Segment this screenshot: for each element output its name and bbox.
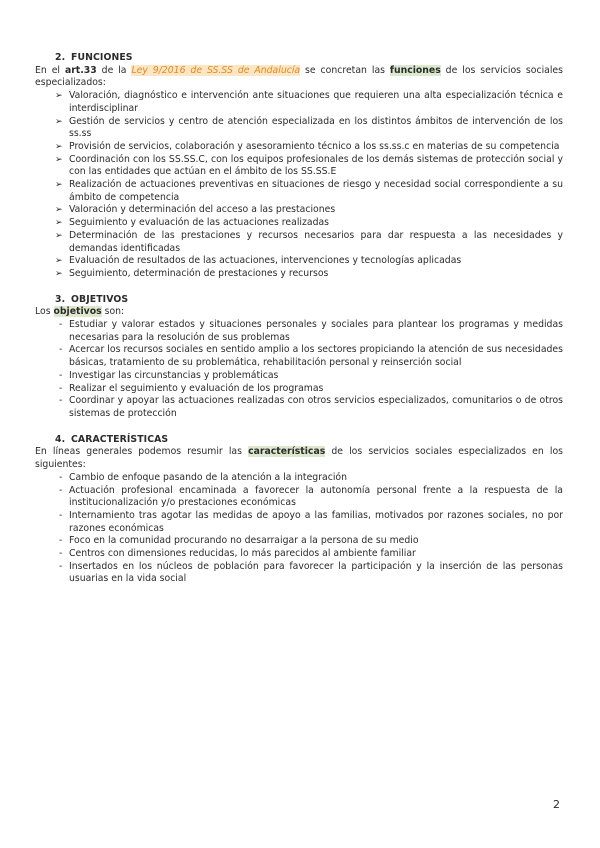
document-page bbox=[35, 52, 563, 599]
dash-bullet: - bbox=[59, 560, 63, 572]
dash-bullet: - bbox=[59, 471, 63, 483]
list-item bbox=[35, 395, 563, 420]
objetivos-intro bbox=[35, 306, 563, 319]
intro-text: se concretan las bbox=[300, 64, 390, 76]
list-item bbox=[35, 217, 563, 230]
list-item-text: Valoración, diagnóstico e intervención ante situaciones que requieren una alta especialización técnica e interdisciplinar bbox=[69, 90, 563, 114]
list-item-text: Centros con dimensiones reducidas, lo más parecidos al ambiente familiar bbox=[69, 548, 416, 560]
arrow-bullet-icon: ➢ bbox=[55, 154, 63, 165]
keyword-highlight-funciones: funciones bbox=[389, 64, 441, 76]
arrow-bullet-icon: ➢ bbox=[55, 230, 63, 241]
funciones-intro bbox=[35, 65, 563, 90]
list-item-text: Seguimiento y evaluación de las actuaciones realizadas bbox=[69, 217, 330, 229]
list-item-text: Estudiar y valorar estados y situaciones personales y sociales para plantear los programas y medidas necesarias para la resolución de sus problemas bbox=[69, 319, 563, 343]
dash-bullet: - bbox=[59, 535, 63, 547]
arrow-bullet-icon: ➢ bbox=[55, 116, 63, 127]
heading-title: FUNCIONES bbox=[71, 52, 133, 63]
list-item bbox=[35, 141, 563, 154]
keyword-highlight-caracteristicas: características bbox=[248, 446, 326, 458]
list-item-text: Investigar las circunstancias y problemáticas bbox=[69, 369, 279, 381]
intro-text: de los servicios sociales especializados: bbox=[35, 64, 563, 89]
heading-objetivos bbox=[55, 294, 563, 307]
list-item-text: Coordinar y apoyar las actuaciones realizadas con otros servicios especializados, comunitarios o de otros sistemas de protección bbox=[69, 395, 563, 419]
dash-bullet: - bbox=[59, 548, 63, 560]
heading-number: 2. bbox=[55, 52, 66, 63]
heading-number: 4. bbox=[55, 433, 66, 445]
list-item bbox=[35, 485, 563, 510]
arrow-bullet-icon: ➢ bbox=[55, 205, 63, 216]
objetivos-list bbox=[35, 319, 563, 421]
intro-text: En líneas generales podemos resumir las bbox=[35, 446, 249, 458]
list-item-text: Coordinación con los SS.SS.C, con los equipos profesionales de los demás sistemas de protección social y con las entidades que actúan en el ámbito de los SS.SS.E bbox=[69, 153, 563, 178]
list-item-text: Determinación de las prestaciones y recursos necesarios para dar respuesta a las necesidades y demandas identificadas bbox=[69, 229, 563, 254]
list-item bbox=[35, 344, 563, 369]
list-item-text: Realización de actuaciones preventivas en situaciones de riesgo y necesidad social correspondiente a su ámbito de competencia bbox=[69, 179, 563, 203]
intro-text: de la bbox=[96, 64, 132, 76]
arrow-bullet-icon: ➢ bbox=[55, 268, 63, 279]
dash-bullet: - bbox=[59, 395, 63, 407]
list-item-text: Foco en la comunidad procurando no desarraigar a la persona de su medio bbox=[69, 535, 419, 547]
section-caracteristicas bbox=[35, 434, 563, 586]
list-item bbox=[35, 319, 563, 344]
heading-title: OBJETIVOS bbox=[71, 293, 129, 305]
dash-bullet: - bbox=[59, 319, 63, 331]
list-item-text: Seguimiento, determinación de prestaciones y recursos bbox=[69, 267, 329, 279]
list-item-text: Cambio de enfoque pasando de la atención a la integración bbox=[69, 471, 347, 483]
list-item bbox=[35, 548, 563, 561]
list-item-text: Actuación profesional encaminada a favorecer la autonomía personal frente a la respuesta de la institucionalización y/o prestaciones económicas bbox=[69, 484, 563, 509]
list-item bbox=[35, 268, 563, 281]
list-item bbox=[35, 116, 563, 141]
keyword-highlight-objetivos: objetivos bbox=[53, 306, 102, 318]
heading-title: CARACTERÍSTICAS bbox=[71, 433, 169, 445]
list-item-text: Insertados en los núcleos de población para favorecer la participación y la inserción de las personas usuarias en la vida social bbox=[69, 560, 563, 585]
section-funciones bbox=[35, 52, 563, 281]
list-item bbox=[35, 472, 563, 485]
dash-bullet: - bbox=[59, 484, 63, 496]
list-item bbox=[35, 179, 563, 204]
arrow-bullet-icon: ➢ bbox=[55, 141, 63, 152]
list-item bbox=[35, 255, 563, 268]
page-number: 2 bbox=[553, 798, 560, 811]
arrow-bullet-icon: ➢ bbox=[55, 256, 63, 267]
dash-bullet: - bbox=[59, 509, 63, 521]
section-objetivos bbox=[35, 294, 563, 421]
heading-caracteristicas bbox=[55, 434, 563, 447]
list-item bbox=[35, 510, 563, 535]
intro-text: Los bbox=[35, 306, 54, 318]
heading-number: 3. bbox=[55, 293, 66, 305]
list-item-text: Realizar el seguimiento y evaluación de los programas bbox=[69, 382, 324, 394]
intro-text: son: bbox=[101, 306, 125, 318]
intro-text: En el bbox=[35, 64, 65, 76]
law-reference-highlight: Ley 9/2016 de SS.SS de Andalucía bbox=[131, 64, 301, 76]
list-item bbox=[35, 370, 563, 383]
arrow-bullet-icon: ➢ bbox=[55, 91, 63, 102]
list-item-text: Valoración y determinación del acceso a las prestaciones bbox=[69, 204, 336, 216]
list-item bbox=[35, 90, 563, 115]
list-item bbox=[35, 535, 563, 548]
dash-bullet: - bbox=[59, 382, 63, 394]
dash-bullet: - bbox=[59, 344, 63, 356]
article-ref: art.33 bbox=[64, 64, 97, 76]
list-item-text: Acercar los recursos sociales en sentido amplio a los sectores propiciando la atención de sus necesidades básicas, tratamiento de su problemática, rehabilitación personal y reinserción social bbox=[69, 344, 563, 369]
list-item bbox=[35, 230, 563, 255]
arrow-bullet-icon: ➢ bbox=[55, 218, 63, 229]
intro-text: de los servicios sociales especializados en los siguientes: bbox=[35, 446, 563, 471]
heading-funciones bbox=[55, 52, 563, 65]
dash-bullet: - bbox=[59, 369, 63, 381]
list-item bbox=[35, 204, 563, 217]
list-item bbox=[35, 154, 563, 179]
arrow-bullet-icon: ➢ bbox=[55, 180, 63, 191]
caracteristicas-intro bbox=[35, 446, 563, 471]
list-item bbox=[35, 561, 563, 586]
list-item-text: Provisión de servicios, colaboración y asesoramiento técnico a los ss.ss.c en materias de su competencia bbox=[69, 140, 560, 152]
list-item-text: Evaluación de resultados de las actuaciones, intervenciones y tecnologías aplicadas bbox=[69, 255, 462, 267]
funciones-list bbox=[35, 90, 563, 281]
list-item-text: Gestión de servicios y centro de atención especializada en los distintos ámbitos de intervención de los ss.ss bbox=[69, 115, 563, 140]
caracteristicas-list bbox=[35, 472, 563, 586]
list-item-text: Internamiento tras agotar las medidas de apoyo a las familias, motivados por razones sociales, no por razones económicas bbox=[69, 509, 563, 534]
list-item bbox=[35, 383, 563, 396]
